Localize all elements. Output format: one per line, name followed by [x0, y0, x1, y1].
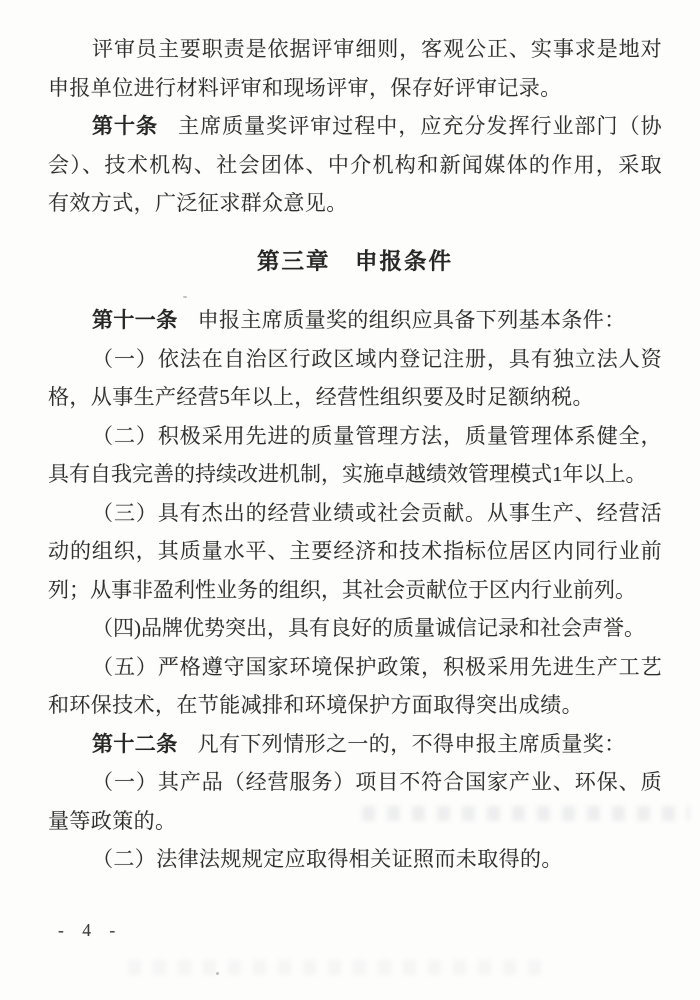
line-text: （一）依法在自治区行政区域内登记注册，具有独立法人资: [92, 346, 662, 371]
text-line: [48, 532, 662, 571]
line-text: 具有自我完善的持续改进机制，实施卓越绩效管理模式1年以上。: [48, 462, 647, 486]
text-line: [48, 378, 662, 417]
text-line: [48, 146, 662, 185]
chapter-heading: [48, 243, 662, 282]
scan-speck: [216, 972, 219, 975]
line-text: 和环保技术，在节能减排和环境保护方面取得突出成绩。: [48, 693, 583, 717]
line-text: 动的组织，其质量水平、主要经济和技术指标位居区内同行业前: [48, 539, 662, 563]
text-line: [48, 725, 662, 764]
line-text: 申报主席质量奖的组织应具备下列基本条件：: [197, 308, 626, 332]
text-line: [48, 571, 662, 610]
line-text: （二）法律法规规定应取得相关证照而未取得的。: [92, 847, 563, 871]
line-text: 列；从事非盈利性业务的组织，其社会贡献位于区内行业前列。: [48, 577, 636, 602]
text-line: [48, 30, 662, 69]
text-line: [48, 609, 662, 648]
line-text: （二）积极采用先进的质量管理方法，质量管理体系健全，: [92, 423, 662, 448]
text-line: [48, 340, 662, 379]
line-text: （三）具有杰出的经营业绩或社会贡献。从事生产、经营活: [92, 500, 662, 525]
line-text: 会）、技术机构、社会团体、中介机构和新闻媒体的作用，采取: [48, 152, 662, 177]
line-text: （四)品牌优势突出，具有良好的质量诚信记录和社会声誉。: [92, 616, 645, 640]
text-line: [48, 455, 662, 494]
text-line: [48, 184, 662, 223]
bleed-through-artifact: [128, 960, 548, 975]
text-line: [48, 802, 662, 841]
text-line: [48, 763, 662, 802]
document-body: [48, 30, 662, 879]
text-line: [48, 107, 662, 146]
article-number: 第十二条: [92, 732, 178, 756]
line-text: 第三章 申报条件: [256, 248, 453, 274]
text-line: [48, 301, 662, 340]
text-line: [48, 648, 662, 687]
line-text: 评审员主要职责是依据评审细则，客观公正、实事求是地对: [92, 37, 662, 61]
line-text: 量等政策的。: [48, 808, 177, 833]
page-number: - 4 -: [58, 920, 123, 940]
text-line: [48, 686, 662, 725]
line-text: （五）严格遵守国家环境保护政策，积极采用先进生产工艺: [92, 654, 662, 679]
line-text: 凡有下列情形之一的，不得申报主席质量奖：: [197, 731, 626, 756]
text-line: [48, 840, 662, 879]
text-line: [48, 494, 662, 533]
article-number: 第十一条: [92, 309, 178, 332]
line-text: （一）其产品（经营服务）项目不符合国家产业、环保、质: [92, 770, 662, 794]
line-text: 有效方式，广泛征求群众意见。: [48, 191, 348, 215]
line-text: 主席质量奖评审过程中，应充分发挥行业部门（协: [178, 114, 662, 138]
article-number: 第十条: [92, 115, 159, 138]
text-line: [48, 417, 662, 456]
line-text: 申报单位进行材料评审和现场评审，保存好评审记录。: [48, 75, 562, 100]
text-line: [48, 69, 662, 108]
line-text: 格，从事生产经营5年以上，经营性组织要及时足额纳税。: [48, 385, 594, 409]
